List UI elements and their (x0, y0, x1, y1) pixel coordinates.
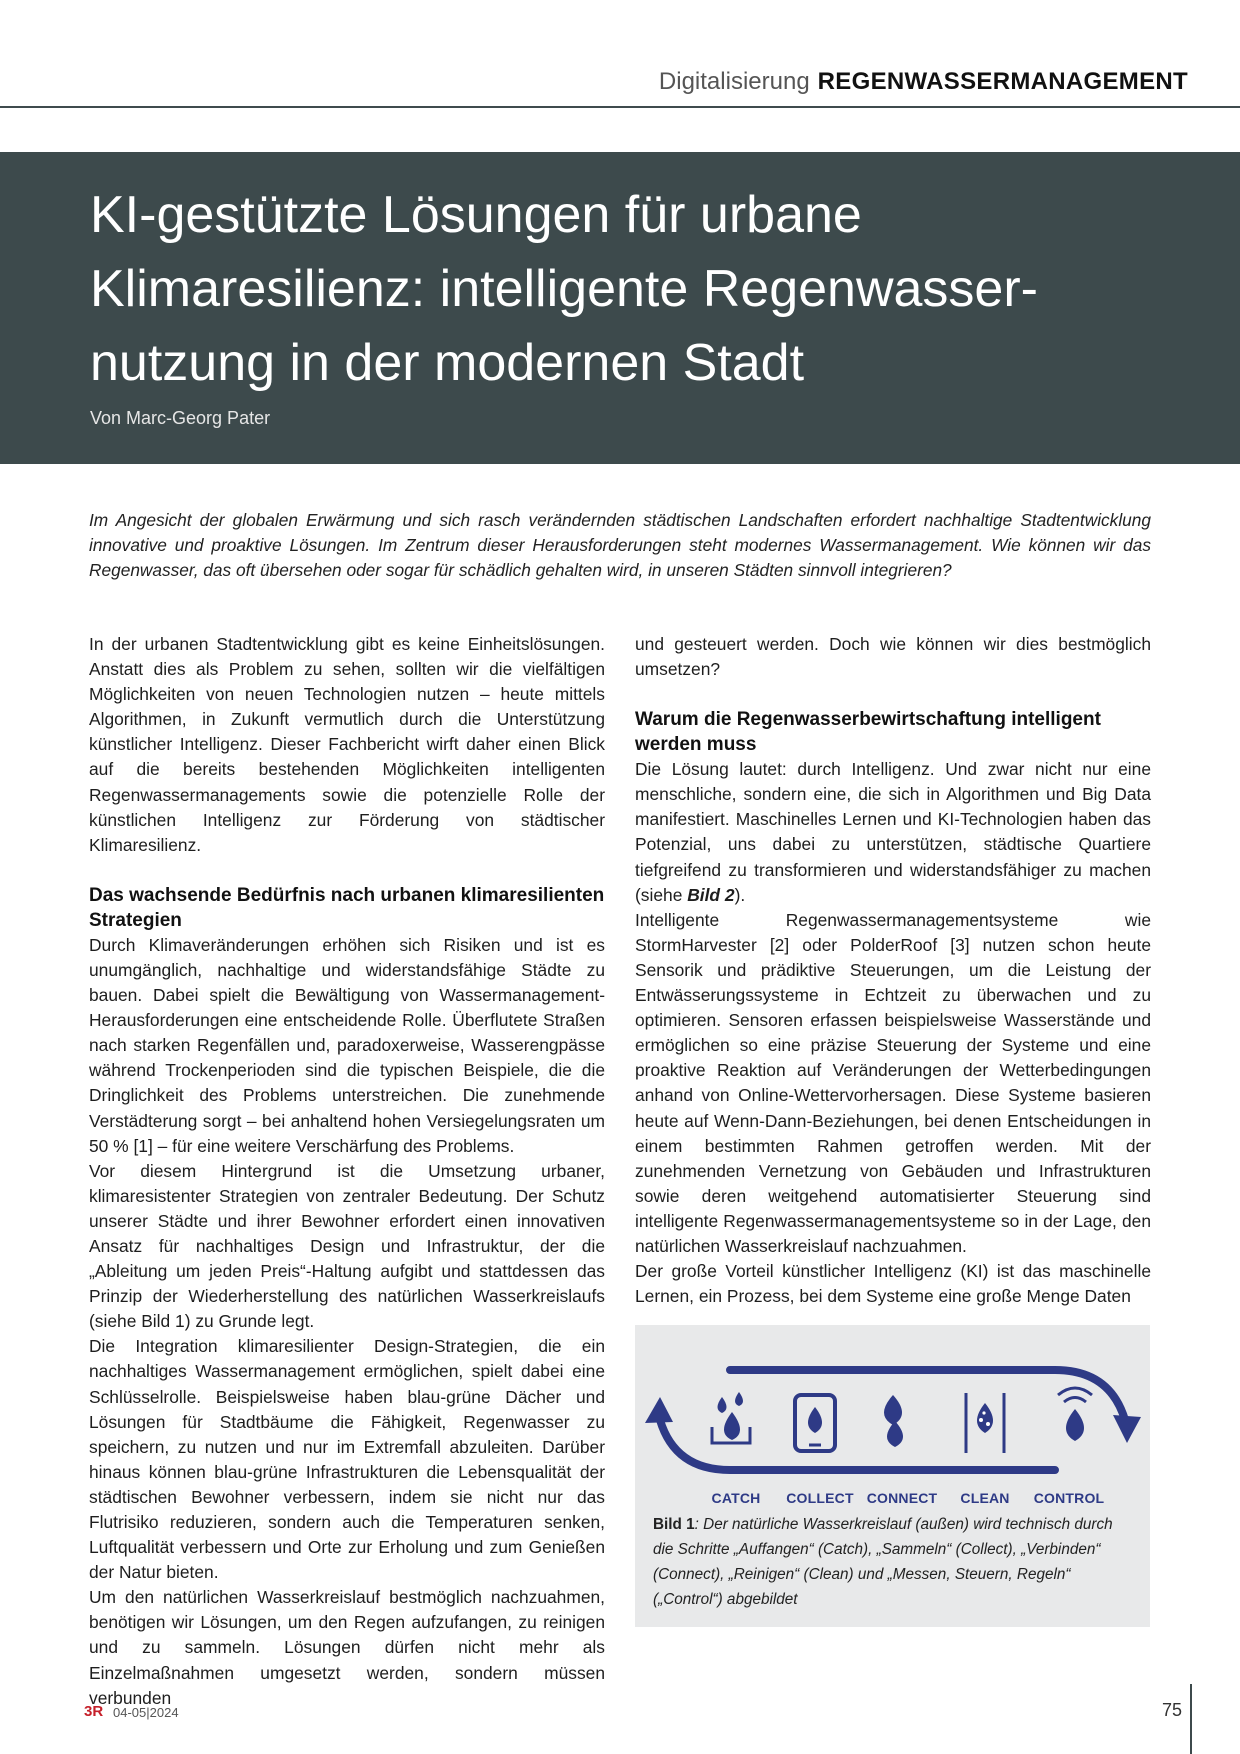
wireless-drop-icon (1058, 1388, 1092, 1441)
left-column (89, 632, 605, 1711)
right-paragraph-3: Intelligente Regenwassermanagementsysteme wie StormHarvester [2] oder PolderRoof [3] nutzen schon heute Sensorik und prädiktive Steuerungen, um die Leistung der Entwässerungssysteme in Echtzeit zu überwachen und zu optimieren. Sensoren erfassen beispielsweise Wasserstände und ermöglichen so eine präzise Steuerung der Systeme und eine proaktive Reaktion auf Veränderungen der Wetterbedingungen anhand von Online-Wettervorhersagen. Diese Systeme basieren heute auf Wenn-Dann-Beziehungen, bei denen Entscheidungen in einem bestimmten Rahmen getroffen werden. Mit der zunehmenden Vernetzung von Gebäuden und Infrastrukturen sowie deren weitgehend automatisierter Steuerung sind intelligente Regenwassermanagementsysteme so in der Lage, den natürlichen Wasserkreislauf nachzuahmen. (635, 909, 1151, 1256)
article-title-line-2: Klimaresilienz: intelligente Regenwasser- (90, 260, 1038, 318)
figure-step-labels (635, 1490, 1150, 1510)
journal-logo: 3R (84, 1703, 104, 1720)
right-paragraph-2-end: ). (734, 884, 746, 905)
running-head-topic: REGENWASSERMANAGEMENT (817, 68, 1188, 95)
figure-1 (635, 1325, 1150, 1627)
page-number: 75 (1161, 1700, 1182, 1720)
cycle-arrow-right-icon (1113, 1415, 1141, 1443)
right-paragraph-2-text: Die Lösung lautet: durch Intelligenz. Und zwar nicht nur eine menschliche, sondern eine, die sich in Algorithmen und Big Data manifestiert. Maschinelles Lernen und KI-Technologien haben das Potenzial, uns dabei zu unterstützen, städtische Quartiere tiefgreifend zu transformieren und widerstandsfähiger zu machen (siehe (635, 759, 1151, 905)
figure-reference-bild-2[interactable]: Bild 2 (687, 884, 735, 905)
left-paragraph-5: Um den natürlichen Wasserkreislauf bestmöglich nachzuahmen, benötigen wir Lösungen, um den Regen aufzufangen, zu reinigen und zu sammeln. Lösungen dürfen nicht mehr als Einzelmaßnahmen umgesetzt werden, sondern müssen verbunden (89, 1587, 605, 1708)
left-paragraph-2: Durch Klimaveränderungen erhöhen sich Risiken und ist es unumgänglich, nachhaltige und widerstandsfähige Städte zu bauen. Dabei spielt die Bewältigung von Wassermanagement-Herausforderungen eine entscheidende Rolle. Überflutete Straßen nach starken Regenfällen und, paradoxerweise, Wasserengpässe während Trockenperioden sind die typischen Beispiele, die die Dringlichkeit des Problems unterstreichen. Die zunehmende Verstädterung sorgt – bei anhaltend hohen Versiegelungsraten um 50 % [1] – für eine weitere Verschärfung des Problems. (89, 934, 605, 1156)
right-column (635, 632, 1151, 1309)
lead-paragraph: Im Angesicht der globalen Erwärmung und sich rasch verändernden städtischen Landschaften erfordert nachhaltige Stadtentwicklung innovative und proaktive Lösungen. Im Zentrum dieser Herausforderungen steht modernes Wassermanagement. Wie können wir das Regenwasser, das oft übersehen oder sogar für schädlich gehalten wird, in unseren Städten sinnvoll integrieren? (89, 510, 1151, 580)
running-head-section: Digitalisierung (658, 68, 810, 95)
running-head (659, 68, 1188, 96)
title-band (0, 152, 1240, 464)
water-cycle-diagram (635, 1325, 1150, 1495)
byline: Von Marc-Georg Pater (90, 408, 271, 428)
cycle-arc-bottom (660, 1420, 1055, 1470)
left-paragraph-1: In der urbanen Stadtentwicklung gibt es keine Einheitslösungen. Anstatt dies als Problem zu sehen, sollten wir die vielfältigen Möglichkeiten von neuen Technologien nutzen – heute mittels Algorithmen, in Zukunft vermutlich durch die Unterstützung künstlicher Intelligenz. Dieser Fachbericht wirft daher einen Blick auf die bereits bestehenden Möglichkeiten intelligenten Regenwassermanagements sowie die potenzielle Rolle der künstlichen Intelligenz zur Förderung von städtischer Klimaresilienz. (89, 634, 605, 855)
step-label-connect: CONNECT (866, 1490, 938, 1506)
right-paragraph-4: Der große Vorteil künstlicher Intelligenz (KI) ist das maschinelle Lernen, ein Prozess, bei dem Systeme eine große Menge Daten (635, 1261, 1151, 1307)
right-paragraph-1: und gesteuert werden. Doch wie können wir dies bestmöglich umsetzen? (635, 634, 1151, 680)
phone-drop-icon (795, 1395, 835, 1451)
right-heading-1: Warum die Regenwasserbewirtschaftung intelligent werden muss (635, 709, 1101, 756)
figure-caption-text: : Der natürliche Wasserkreislauf (außen) wird technisch durch die Schritte „Auffangen“ (Catch), „Sammeln“ (Collect), „Verbinden“ (Connect), „Reinigen“ (Clean) und „Messen, Steuern, Regeln“ („Control“) abgebildet (653, 1516, 1113, 1608)
step-label-clean: CLEAN (960, 1490, 1010, 1506)
step-label-catch: CATCH (711, 1490, 761, 1506)
header-rule (0, 106, 1240, 108)
left-paragraph-4: Die Integration klimaresilienter Design-Strategien, die ein nachhaltiges Wassermanagement ermöglichen, spielt dabei eine Schlüsselrolle. Beispielsweise haben blau-grüne Dächer und Lösungen für Stadtbäume die Fähigkeit, Regenwasser zu speichern, zu nutzen und nur im Extremfall abzuleiten. Darüber hinaus können blau-grüne Infrastrukturen die Lebensqualität der städtischen Bewohner verbessern, indem sie nicht nur das Flutrisiko reduzieren, sondern auch die Temperaturen senken, Luftqualität verbessern und Orte zur Erholung und zum Genießen der Natur bieten. (89, 1336, 605, 1583)
cycle-arc-top (730, 1370, 1125, 1420)
right-paragraph-2 (635, 757, 1151, 908)
cycle-arrow-left-icon (645, 1397, 673, 1423)
step-label-collect: COLLECT (786, 1490, 854, 1506)
issue-number: 04-05|2024 (113, 1705, 179, 1720)
left-paragraph-3: Vor diesem Hintergrund ist die Umsetzung urbaner, klimaresistenter Strategien von zentraler Bedeutung. Der Schutz unserer Städte und ihrer Bewohner erfordert einen innovativen Ansatz für nachhaltiges Design und Infrastruktur, der die „Ableitung um jeden Preis“-Haltung aufgibt und stattdessen das Prinzip der Wiederherstellung des natürlichen Wasserkreislaufs (siehe Bild 1) zu Grunde legt. (89, 1160, 605, 1332)
figure-caption-label: Bild 1 (653, 1516, 695, 1533)
step-label-control: CONTROL (1033, 1490, 1105, 1506)
drops-chain-icon (884, 1395, 903, 1447)
article-title (90, 178, 1090, 400)
figure-caption (653, 1512, 1133, 1612)
filter-drop-icon (966, 1393, 1004, 1453)
article-title-line-3: nutzung in der modernen Stadt (90, 334, 805, 392)
article-title-line-1: KI-gestützte Lösungen für urbane (90, 186, 862, 244)
left-heading-1: Das wachsende Bedürfnis nach urbanen klimaresilienten Strategien (89, 884, 605, 931)
footer-rule (1190, 1684, 1192, 1754)
droplets-icon (712, 1392, 750, 1443)
